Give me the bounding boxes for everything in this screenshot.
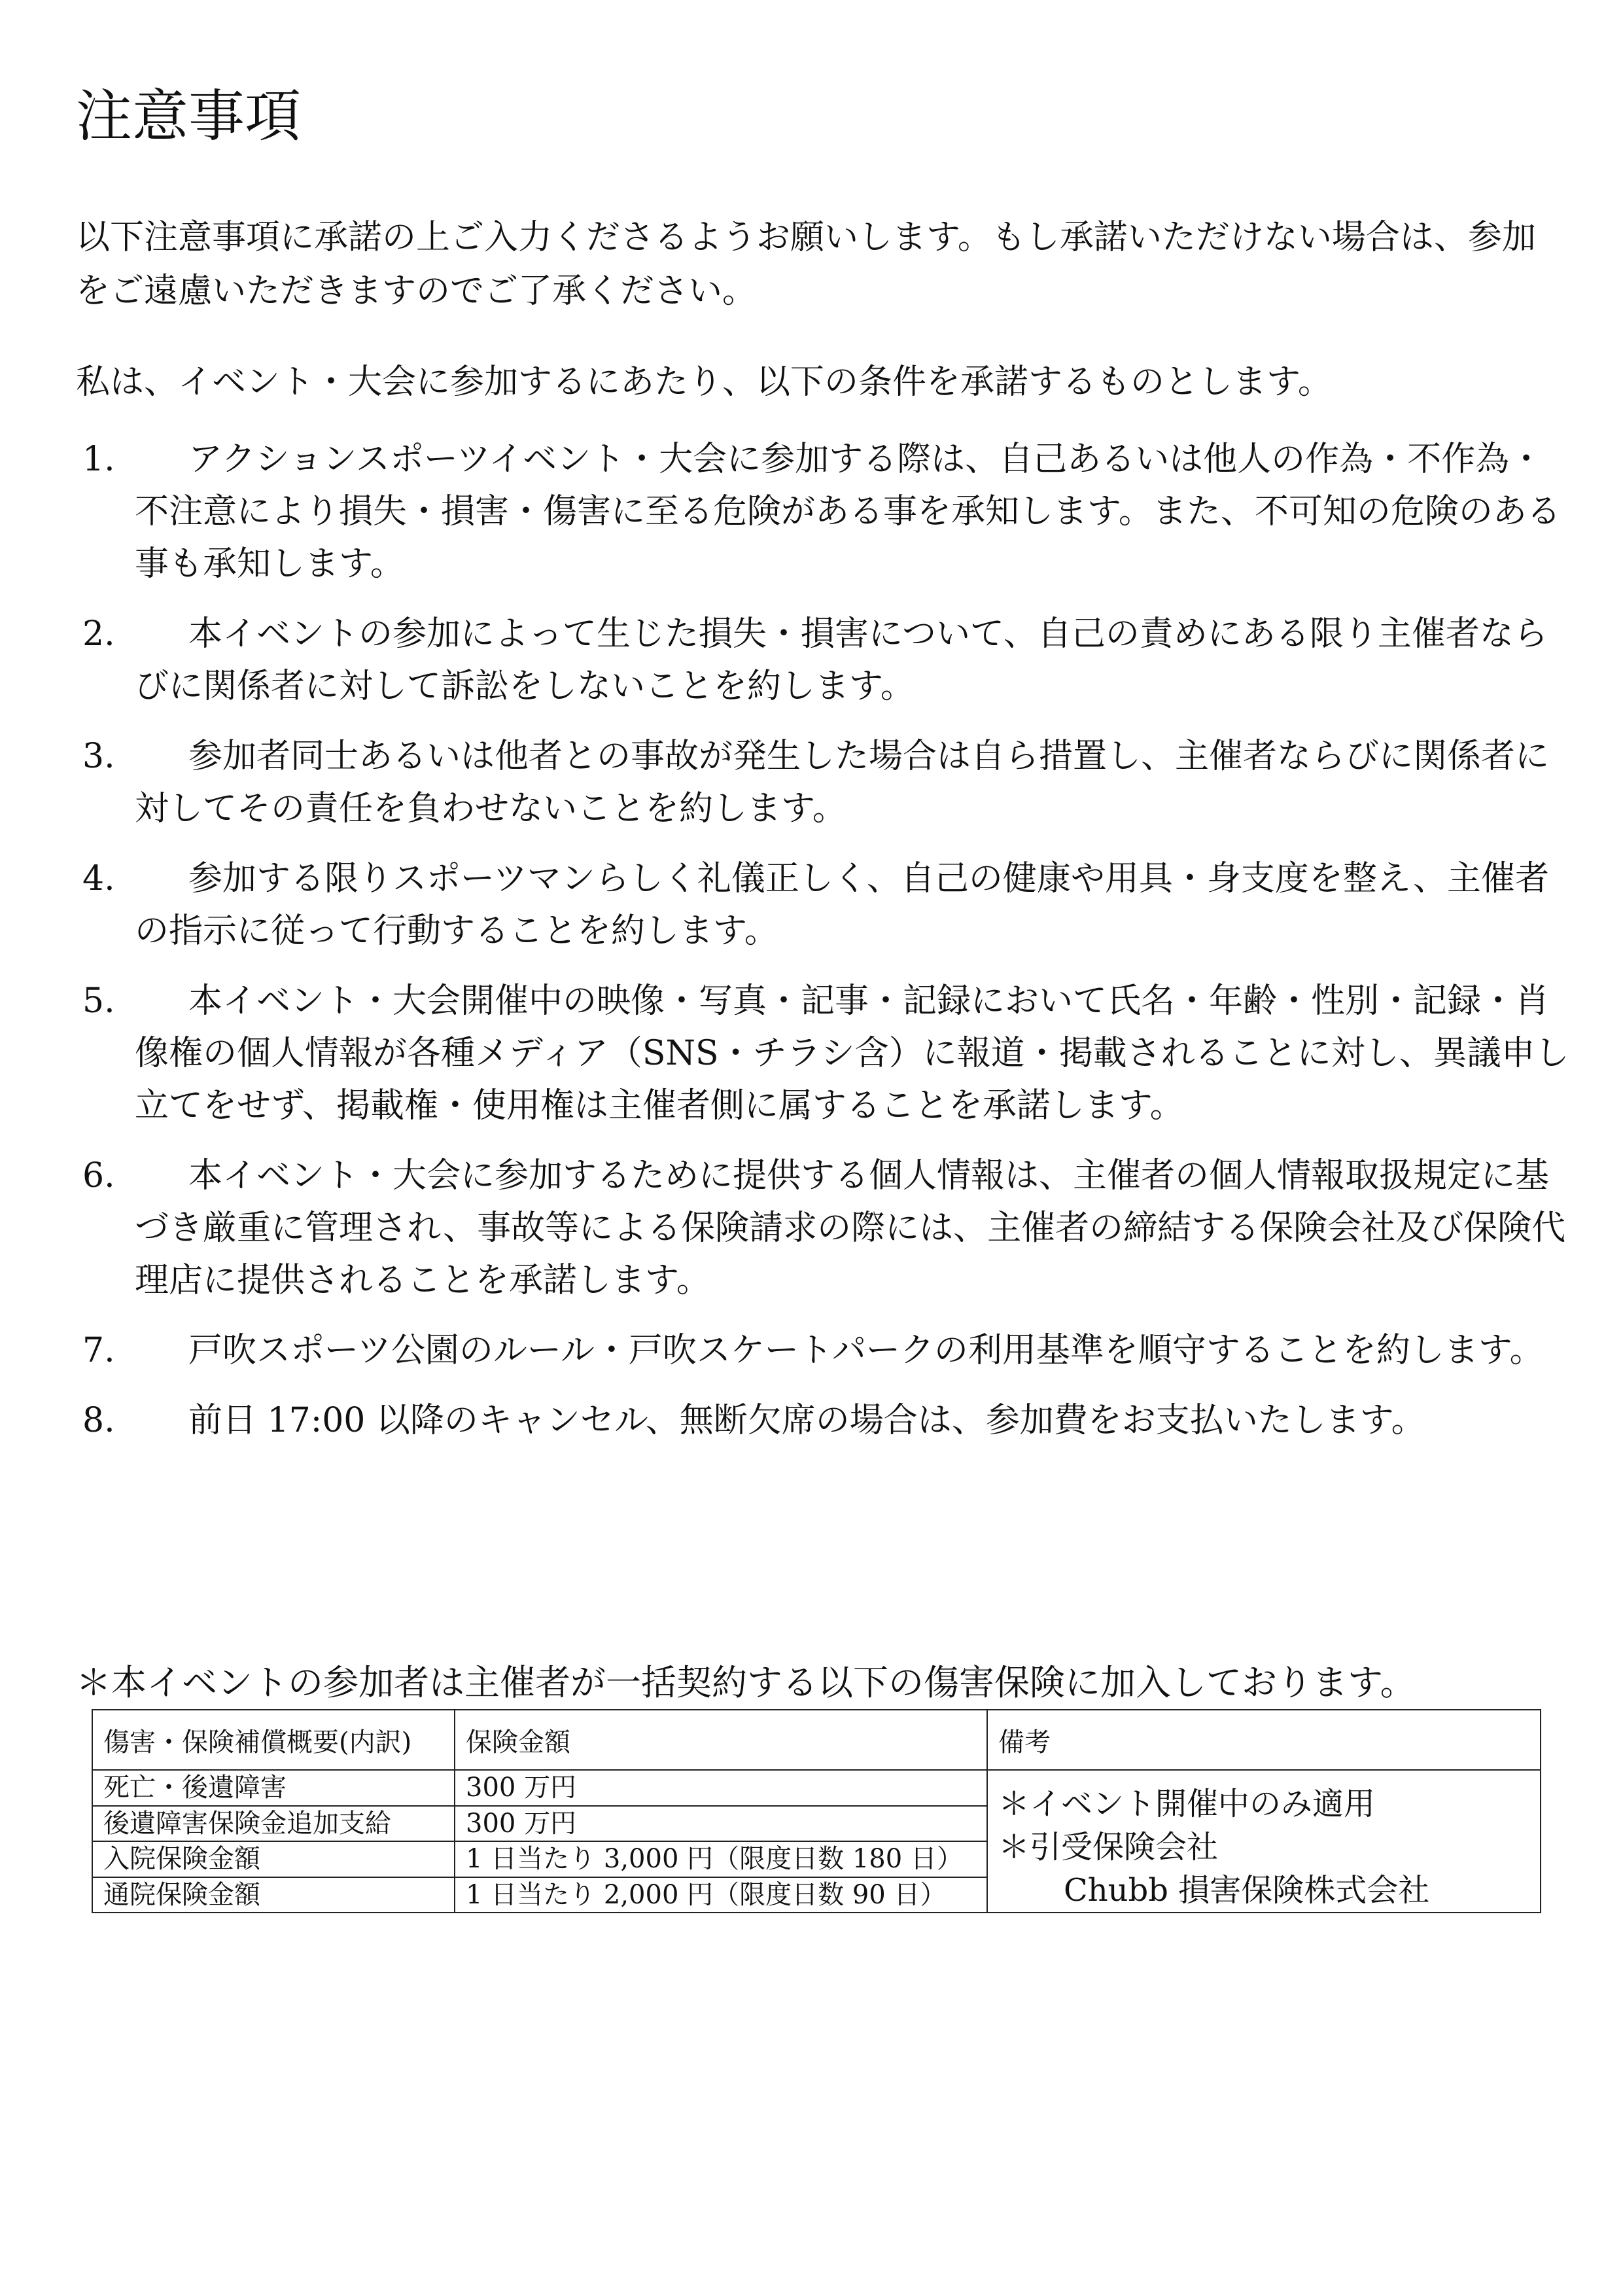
consent-statement: 私は、イベント・大会に参加するにあたり、以下の条件を承諾するものとします。 bbox=[76, 362, 1332, 402]
term-item bbox=[76, 853, 1574, 957]
term-text: 前日 17:00 以降のキャンセル、無断欠席の場合は、参加費をお支払いたします。 bbox=[188, 1401, 1425, 1440]
remarks-cell bbox=[987, 1770, 1541, 1913]
table-header-row bbox=[92, 1710, 1541, 1770]
coverage-item: 死亡・後遺障害 bbox=[92, 1770, 455, 1806]
term-number: 2. bbox=[82, 614, 115, 654]
coverage-amount: 300 万円 bbox=[455, 1806, 987, 1842]
intro-paragraph: 以下注意事項に承諾の上ご入力くださるようお願いします。もし承諾いただけない場合は、参加をご遠慮いただきますのでご了承ください。 bbox=[76, 218, 1536, 311]
term-item bbox=[76, 608, 1574, 713]
coverage-item: 入院保険金額 bbox=[92, 1841, 455, 1877]
insurance-table bbox=[92, 1709, 1541, 1913]
term-item bbox=[76, 975, 1574, 1132]
term-text: 参加者同士あるいは他者との事故が発生した場合は自ら措置し、主催者ならびに関係者に対してその責任を負わせないことを約します。 bbox=[135, 737, 1550, 828]
term-number: 6. bbox=[82, 1156, 115, 1195]
coverage-item: 通院保険金額 bbox=[92, 1877, 455, 1913]
coverage-amount: 300 万円 bbox=[455, 1770, 987, 1806]
term-text: 参加する限りスポーツマンらしく礼儀正しく、自己の健康や用具・身支度を整え、主催者の指示に従って行動することを約します。 bbox=[135, 859, 1550, 951]
term-number: 5. bbox=[82, 981, 115, 1021]
term-text: 本イベント・大会に参加するために提供する個人情報は、主催者の個人情報取扱規定に基づき厳重に管理され、事故等による保険請求の際には、主催者の締結する保険会社及び保険代理店に提供されることを承諾します。 bbox=[135, 1156, 1566, 1300]
term-text: 本イベント・大会開催中の映像・写真・記事・記録において氏名・年齢・性別・記録・肖像権の個人情報が各種メディア（SNS・チラシ含）に報道・掲載されることに対し、異議申し立てをせず、掲載権・使用権は主催者側に属することを承諾します。 bbox=[135, 981, 1569, 1125]
term-number: 8. bbox=[82, 1401, 115, 1440]
header-amount: 保険金額 bbox=[455, 1710, 987, 1770]
coverage-amount: 1 日当たり 2,000 円（限度日数 90 日） bbox=[455, 1877, 987, 1913]
term-number: 3. bbox=[82, 737, 115, 776]
insurance-note: ＊本イベントの参加者は主催者が一括契約する以下の傷害保険に加入しております。 bbox=[76, 1662, 1416, 1703]
coverage-item: 後遺障害保険金追加支給 bbox=[92, 1806, 455, 1842]
term-number: 1. bbox=[82, 440, 115, 479]
term-text: 戸吹スポーツ公園のルール・戸吹スケートパークの利用基準を順守することを約します。 bbox=[188, 1331, 1544, 1370]
header-coverage: 傷害・保険補償概要(内訳) bbox=[92, 1710, 455, 1770]
term-text: アクションスポーツイベント・大会に参加する際は、自己あるいは他人の作為・不作為・不注意により損失・損害・傷害に至る危険がある事を承知します。また、不可知の危険のある事も承知します。 bbox=[135, 440, 1561, 584]
term-text: 本イベントの参加によって生じた損失・損害について、自己の責めにある限り主催者ならびに関係者に対して訴訟をしないことを約します。 bbox=[135, 614, 1548, 706]
term-number: 7. bbox=[82, 1331, 115, 1370]
table-row bbox=[92, 1770, 1541, 1806]
term-number: 4. bbox=[82, 859, 115, 898]
term-item bbox=[76, 1150, 1574, 1307]
remark-line: ＊引受保険会社 bbox=[998, 1829, 1219, 1865]
remark-line: Chubb 損害保険株式会社 bbox=[1064, 1872, 1430, 1909]
page-title: 注意事項 bbox=[76, 84, 301, 149]
term-item bbox=[76, 730, 1574, 835]
remark-line: ＊イベント開催中のみ適用 bbox=[998, 1786, 1376, 1822]
terms-list bbox=[76, 433, 1574, 1464]
header-remarks: 備考 bbox=[987, 1710, 1541, 1770]
term-item bbox=[76, 433, 1574, 590]
term-item bbox=[76, 1394, 1574, 1447]
coverage-amount: 1 日当たり 3,000 円（限度日数 180 日） bbox=[455, 1841, 987, 1877]
term-item bbox=[76, 1324, 1574, 1377]
